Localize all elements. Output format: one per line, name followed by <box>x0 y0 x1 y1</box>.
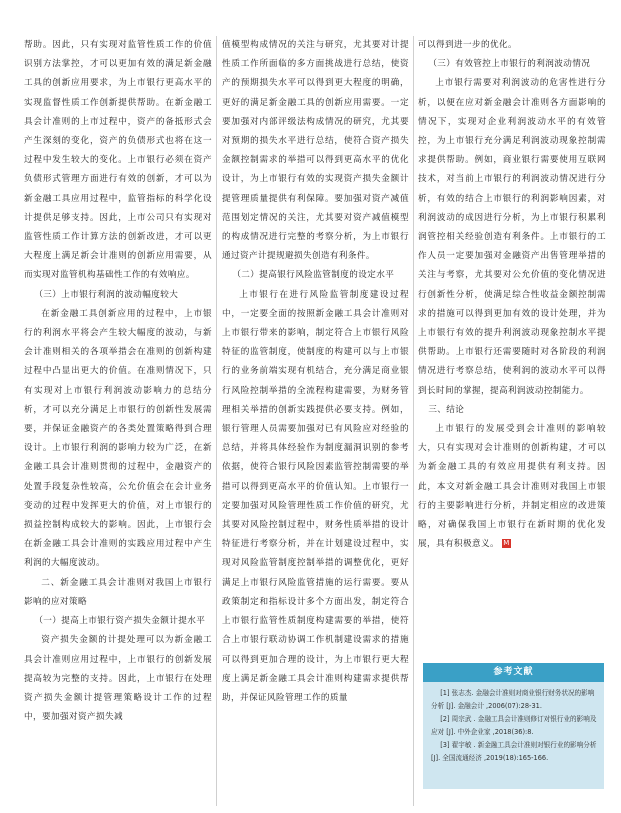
section-heading: 三、结论 <box>428 404 465 415</box>
reference-item: [1] 张志杰. 金融会计准则对商业银行财务状况的影响分析 [J]. 金融会计 ,2006(07):28-31. <box>431 689 595 710</box>
paragraph: 值模型构成情况的关注与研究，尤其要对计提性质工作所面临的多方面挑战进行总结，使资产的预期损失水平可以得到更大程度的明确，更好的满足新金融工具的创新应用需要。一定要加强对内部评级法构成情况的研究，尤其要对预期的损失水平进行总结，使符合资产损失金额控制需求的举措可以得到更高水平的优化设计，为上市银行有效的实现资产损失金额计提管理质量提供有利保障。要加强对资产减值范围划定情况的关注，尤其要对资产减值模型的构成情况进行完整的考察分析，为上市银行通过资产计提规避损失创造有利条件。 <box>222 40 409 262</box>
references-list <box>431 687 597 765</box>
references-box <box>423 663 604 789</box>
column-middle <box>222 36 409 708</box>
column-right <box>418 36 606 554</box>
references-title: 参考文献 <box>423 663 604 682</box>
section-heading: （二）提高银行风险监管制度的设定水平 <box>232 270 395 281</box>
end-mark-icon: M <box>503 539 510 548</box>
paragraph: 上市银行在进行风险监管制度建设过程中，一定要全面的按照新金融工具会计准则对上市银行带来的影响，制定符合上市银行风险特征的监管制度，使制度的构建可以与上市银行的业务前端实现有机结合，充分满足商业银行风险控制举措的全流程构建需要，为财务管理相关举措的创新实践提供必要支持。例如，银行管理人员需要加强对已有风险应对经验的总结，并将具体经验作为制度漏洞识别的参考依据，使符合银行风险因素监管控制需要的举措可以得到更高水平的价值认知。上市银行一定要加强对风险管理性质工作价值的研究，尤其要对风险控制过程中，财务性质举措的设计特征进行考察分析，并在计划建设过程中，实现对风险监管制度控制举措的调整优化，更好满足上市银行风险监管措施的运行需要。要从政策制定和指标设计多个方面出发，制定符合上市银行监管性质制度构建需要的举措，使符合上市银行联动协调工作机制建设需求的措施可以得到更加合理的设计，为上市银行更大程度上满足新金融工具会计准则构建需求提供帮助，并保证风险管理工作的质量 <box>222 289 409 703</box>
paragraph: 上市银行需要对利润波动的危害性进行分析，以便在应对新金融会计准则各方面影响的情况下，实现对企业利润波动水平的有效管控，为上市银行充分满足利润波动现象控制需求提供帮助。例如，商业银行需要使用互联网技术，对当前上市银行的利润波动情况进行分析，有效的结合上市银行的利润影响因素，对利润波动的成因进行分析，为上市银行积累利润管控相关经验创造有利条件。上市银行的工作人员一定要加强对金融资产出售管理举措的关注与考察，尤其要对公允价值的变化情况进行创新性分析，使满足综合性收益金额控制需求的措施可以得到更加有效的设计处理，并为上市银行有效的提升利润波动现象控制水平提供帮助。上市银行还需要随时对各阶段的利润情况进行考察总结，使利润的波动水平可以得到长时间的掌握，提高利润波动控制能力。 <box>418 78 606 396</box>
paragraph: 资产损失金额的计提处理可以为新金融工具会计准则应用过程中，上市银行的创新发展提高较为完整的支持。因此，上市银行在处理资产损失金额计提管理策略设计工作的过程中，要加强对资产损失减 <box>24 635 212 723</box>
column-divider <box>413 36 414 806</box>
paragraph: 可以得到进一步的优化。 <box>418 40 517 50</box>
section-heading: 二、新金融工具会计准则对我国上市银行影响的应对策略 <box>24 577 212 607</box>
section-heading: （三）上市银行利润的波动幅度较大 <box>34 289 179 300</box>
section-heading: （三）有效管控上市银行的利润波动情况 <box>428 59 591 70</box>
reference-item: [2] 周宗武 . 金融工具会计准则修订对银行业的影响及应对 [J]. 中外企业家 ,2018(36):8. <box>431 715 597 736</box>
paragraph <box>418 420 606 554</box>
paragraph: 帮助。因此，只有实现对监管性质工作的价值识别方法掌控，才可以更加有效的满足新金融工具的创新应用要求，为上市银行更高水平的实现监督性质工作创新提供帮助。在新金融工具会计准则的上市过程中，资产的备抵形式会产生深刻的变化，资产的负债形式也将在这一过程中发生较大的变化。上市银行必须在资产负债形式管理方面进行有效的创新，才可以为新金融工具应用过程中，监管指标的科学化设计提供足够支持。因此，上市公司只有实现对监管性质工作计算方法的创新改进，才可以更大程度上满足新会计准则的创新应用需要，从而实现对监管机构基础性工作的有效响应。 <box>24 40 212 281</box>
section-heading: （一）提高上市银行资产损失金额计提水平 <box>34 616 206 627</box>
reference-item: [3] 翟宇敏 . 新金融工具会计准则对银行业的影响分析 [J]. 全国流通经济 ,2019(18):165-166. <box>431 741 597 762</box>
column-left <box>24 36 212 727</box>
conclusion-text: 上市银行的发展受到会计准则的影响较大，只有实现对会计准则的创新构建，才可以为新金融工具的有效应用提供有利支持。因此，本文对新金融工具会计准则对我国上市银行的主要影响进行分析，并制定相应的改进策略，对确保我国上市银行在新时期的优化发展，具有积极意义。 <box>418 424 606 550</box>
column-divider <box>216 36 217 806</box>
paragraph: 在新金融工具创新应用的过程中，上市银行的利润水平将会产生较大幅度的波动，与新会计准则相关的各项举措会在准则的创新构建过程中凸显出更大的价值。在准则情况下，只有实现对上市银行利润波动影响力的总结分析，才可以充分满足上市银行的创新性发展需要，并保证金融资产的各类处置策略得到合理设计。上市银行利润的影响力较为广泛，在新金融工具会计准则贯彻的过程中，金融资产的处置手段复杂性较高，公允价值会在会计业务变动的过程中发挥更大的价值，对上市银行的损益控制构成较大的影响。因此，上市银行会在新金融工具会计准则的实践应用过程中产生利润的大幅度波动。 <box>24 308 212 569</box>
